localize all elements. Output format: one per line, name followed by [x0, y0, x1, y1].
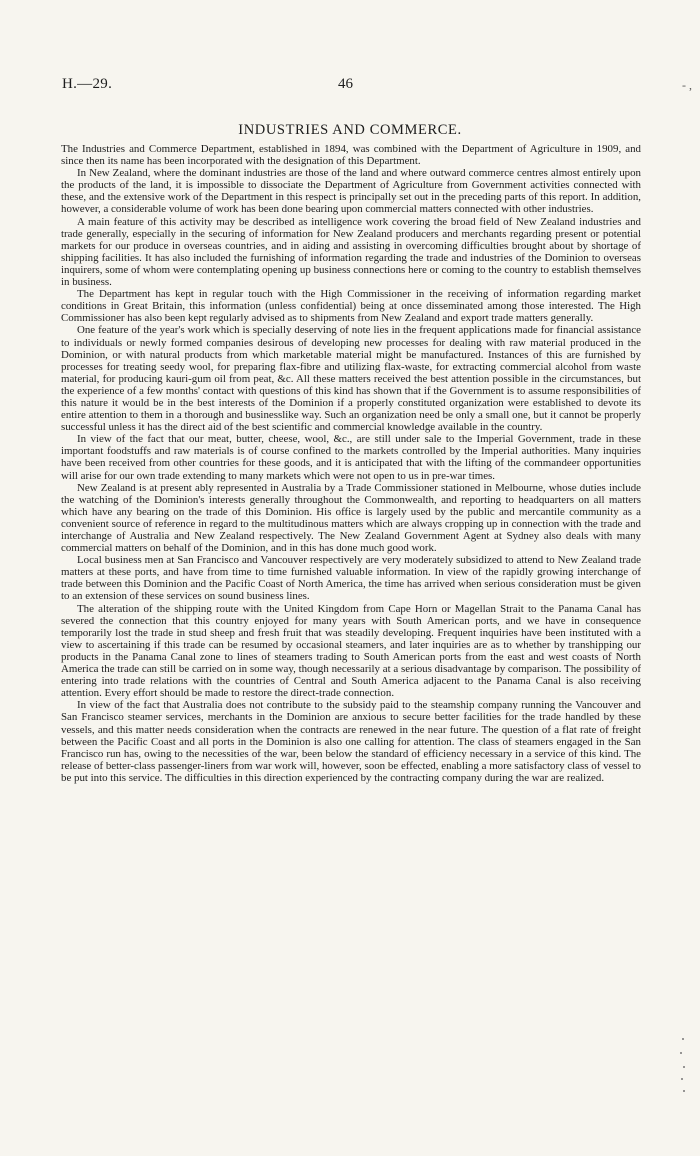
paragraph-6: In view of the fact that our meat, butter, cheese, wool, &c., are still under sale to the Imperial Government, trade in these important foodstuffs and raw materials is of course confined to the markets controlled by the Imperial authorities. Many inquiries have been received from other countries for these goods, and it is anticipated that with the lifting of the commandeer opportunities will arise for our own trade extending to many markets which were not open to us in pre-war times.	[61, 433, 641, 482]
paragraph-3: A main feature of this activity may be described as intelligence work covering the broad field of New Zealand industries and trade generally, especially in the securing of information for New Zealand producers and merchants regarding present or potential markets for our produce in overseas countries, and in aiding and assisting in overcoming difficulties brought about by shortage of shipping facilities. It has also included the furnishing of information regarding the trade and industries of the Dominion to overseas inquirers, some of whom were contemplating opening up business connections here or coming to the country to establish themselves in business.	[61, 215, 641, 289]
paragraph-10: In view of the fact that Australia does not contribute to the subsidy paid to the steamship company running the Vancouver and San Francisco steamer services, merchants in the Dominion are anxious to secure better facilities for the trade handled by these vessels, and this matter needs consideration when the contracts are renewed in the near future. The question of a flat rate of freight between the Pacific Coast and all ports in the Dominion is also one calling for attention. The class of steamers engaged in the San Francisco run has, owing to the necessities of the war, been below the standard of efficiency necessary in a service of this kind. The release of better-class passenger-liners from war work will, however, soon be effected, enabling a more satisfactory class of vessel to be put into this service. The difficulties in this direction experienced by the contracting company during the war are realized.	[61, 699, 641, 784]
paragraph-7: New Zealand is at present ably represented in Australia by a Trade Commissioner stationed in Melbourne, whose duties include the watching of the Dominion's interests generally throughout the Commonwealth, and reporting to headquarters on all matters which have any bearing on the trade of this Dominion. His office is largely used by the public and mercantile community as a convenient source of reference in regard to the multitudinous matters which are always cropping up in connection with the trade and interchange of Australia and New Zealand respectively. The New Zealand Government Agent at Sydney also deals with many commercial matters on behalf of the Dominion, and in this has done much good work.	[61, 481, 641, 555]
paragraph-4: The Department has kept in regular touch with the High Commissioner in the receiving of information regarding market conditions in Great Britain, this information (unless confidential) being at once disseminated among those interested. The High Commissioner has also been kept regularly advised as to shipments from New Zealand and export trade matters generally.	[61, 288, 641, 325]
corner-mark: ‑ ,	[682, 78, 692, 92]
paragraph-9: The alteration of the shipping route with the United Kingdom from Cape Horn or Magellan Strait to the Panama Canal has severed the connection that this country enjoyed for many years with South American ports, and we have in consequence temporarily lost the trade in stud sheep and fresh fruit that was steadily developing. Frequent inquiries have been instituted with a view to ascertaining if this trade can be resumed by occasional steamers, and later inquiries are as to whether by transhipping our products in the Panama Canal zone to lines of steamers trading to South American ports from the east and west coasts of North America the trade can still be carried on in some way, though necessarily at a serious disadvantage by comparison. The possibility of entering into trade relations with the countries of Central and South America adjacent to the Panama Canal is also receiving attention. Every effort should be made to restore the direct-trade connection.	[61, 602, 641, 700]
paragraph-8: Local business men at San Francisco and Vancouver respectively are very moderately subsidized to attend to New Zealand trade matters at these ports, and have from time to time furnished valuable information. In view of the rapidly growing interchange of trade between this Dominion and the Pacific Coast of North America, the time has arrived when serious consideration must be given to an extension of these services on sound business lines.	[61, 554, 641, 603]
page-number: 46	[338, 76, 353, 92]
document-reference: H.—29.	[62, 76, 113, 92]
paragraph-2: In New Zealand, where the dominant industries are those of the land and where outward commerce centres almost entirely upon the products of the land, it is impossible to dissociate the Department of Agriculture from Government activities connected with these, and the extensive work of the Department in this respect is principally set out in the preceding parts of this report. In addition, however, a considerable volume of work has been done bearing upon commercial matters connected with other industries.	[61, 167, 641, 216]
paragraph-5: One feature of the year's work which is specially deserving of note lies in the frequent applications made for financial assistance to individuals or newly formed companies desirous of developing new processes for dealing with raw material produced in the Dominion, or with natural products from which marketable material might be manufactured. Instances of this are furnished by processes for treating seedy wool, for preparing flax-fibre and utilizing flax-waste, for extracting commercial alcohol from waste material, for producing kauri-gum oil from peat, &c. All these matters received the best attention possible in the circumstances, but the experience of a few months' contact with questions of this kind has shown that if the Government is to assume responsibilities of this nature it would be in the best interests of the Dominion if a properly constituted organization were established to devote its entire attention to them in a thorough and businesslike way. Such an organization need be only a small one, but it cannot be properly successful unless it has the direct aid of the best scientific and commercial knowledge available in the country.	[61, 324, 641, 434]
scan-specks	[680, 1038, 686, 1098]
section-title: INDUSTRIES AND COMMERCE.	[238, 122, 462, 138]
page-header	[0, 76, 700, 96]
article-body	[61, 143, 641, 784]
paragraph-1: The Industries and Commerce Department, established in 1894, was combined with the Department of Agriculture in 1909, and since then its name has been incorporated with the designation of this Department.	[61, 143, 641, 168]
